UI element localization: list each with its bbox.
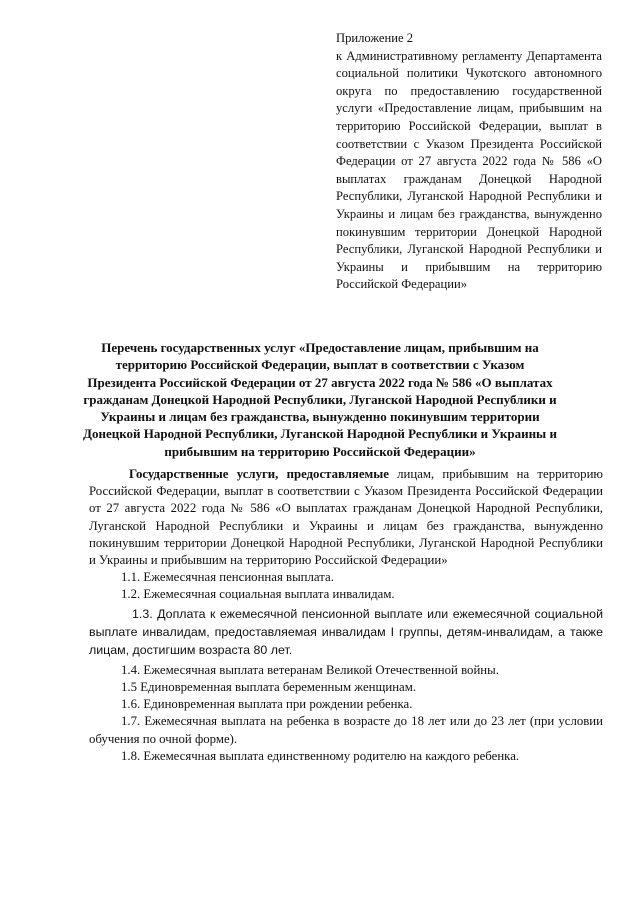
list-item: 1.3. Доплата к ежемесячной пенсионной выплате или ежемесячной социальной выплате инвалидам, предоставляемая инвалидам I группы, детям-инвалидам, а также лицам, достигшим возраста 80 лет. (89, 606, 603, 658)
list-item: 1.1. Ежемесячная пенсионная выплата. (121, 570, 334, 585)
list-item: 1.2. Ежемесячная социальная выплата инвалидам. (121, 587, 395, 602)
intro-text: лицам, прибывшим на территорию Российской Федерации, выплат в соответствии с Указом Президента Российской Федерации от 27 августа 2022 года № 586 «О выплатах гражданам Донецкой Народной Республики, Луганской Народной Республики и Украины и лицам без гражданства, вынужденно покинувшим территории Донецкой Народной Республики, Луганской Народной Республики и Украины и прибывшим на территорию Российской Федерации» (89, 467, 603, 568)
list-item: 1.5 Единовременная выплата беременным женщинам. (121, 680, 417, 695)
list-item: 1.4. Ежемесячная выплата ветеранам Великой Отечественной войны. (121, 662, 499, 677)
document-body (89, 466, 603, 765)
appendix-text: к Административному регламенту Департамента социальной политики Чукотского автономного округа по предоставлению государственной услуги «Предоставление лицам, прибывшим на территорию Российской Федерации, выплат в соответствии с Указом Президента Российской Федерации от 27 августа 2022 года № 586 «О выплатах гражданам Донецкой Народной Республики, Луганской Народной Республики и Украины и лицам без гражданства, вынужденно покинувшим территории Донецкой Народной Республики, Луганской Народной Республики и Украины и прибывшим на территорию Российской Федерации» (336, 48, 602, 292)
list-item: 1.8. Ежемесячная выплата единственному родителю на каждого ребенка. (121, 748, 520, 763)
appendix-heading: Приложение 2 (336, 31, 414, 45)
appendix-block (336, 30, 602, 294)
intro-bold-text: Государственные услуги, предоставляемые (129, 467, 389, 481)
intro-paragraph (89, 466, 603, 569)
list-item: 1.6. Единовременная выплата при рождении ребенка. (121, 697, 413, 712)
list-item: 1.7. Ежемесячная выплата на ребенка в возрасте до 18 лет или до 23 лет (при условии обучения по очной форме). (89, 714, 603, 746)
document-title: Перечень государственных услуг «Предоставление лицам, прибывшим на территорию Российской Федерации, выплат в соответствии с Указом Президента Российской Федерации от 27 августа 2022 года № 586 «О выплатах гражданам Донецкой Народной Республики, Луганской Народной Республики и Украины и лицам без гражданства, вынужденно покинувшим территории Донецкой Народной Республики, Луганской Народной Республики и Украины и прибывшим на территорию Российской Федерации» (83, 340, 557, 459)
